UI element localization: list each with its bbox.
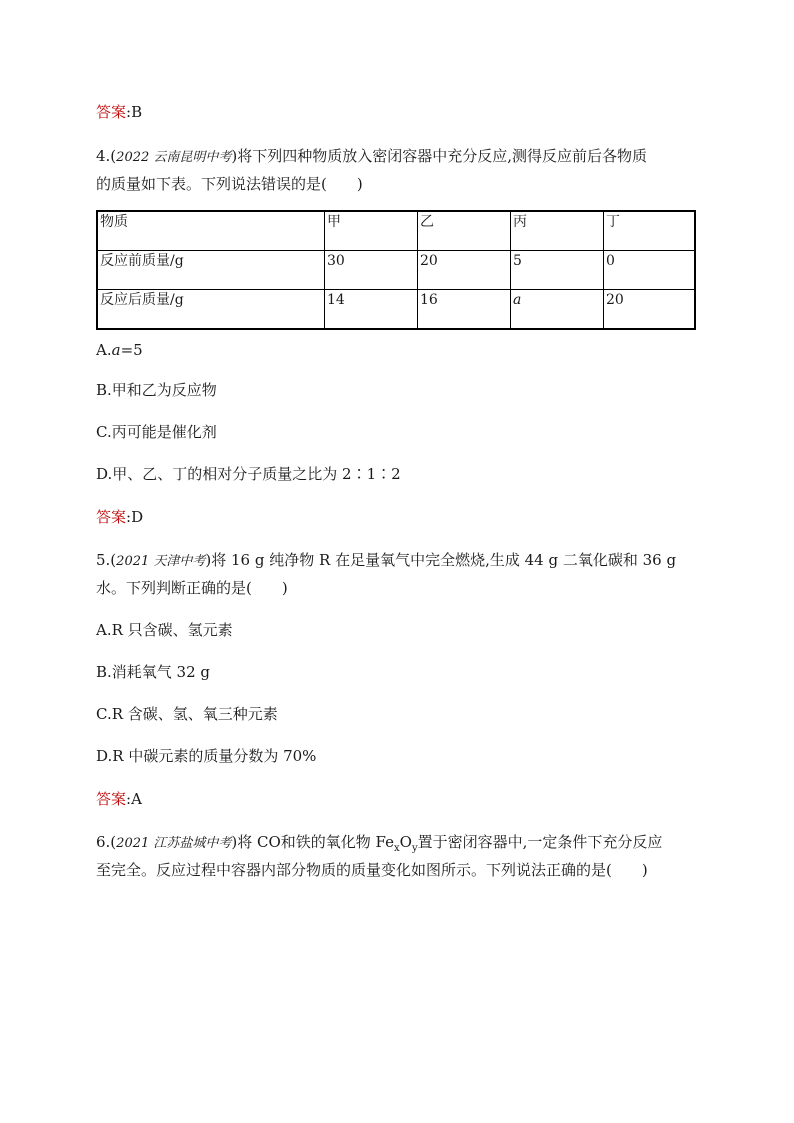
question-source: 2021 江苏盐城中考 bbox=[116, 836, 232, 851]
q5-option-c: C.R 含碳、氢、氧三种元素 bbox=[96, 705, 278, 723]
table-cell: 甲 bbox=[325, 211, 418, 251]
table-cell: 20 bbox=[604, 290, 696, 330]
table-cell: 20 bbox=[418, 251, 511, 290]
answer-label: 答案 bbox=[96, 103, 127, 121]
option-text: =5 bbox=[120, 341, 143, 359]
table-cell: 16 bbox=[418, 290, 511, 330]
answer-label: 答案 bbox=[96, 508, 127, 526]
table-cell: 丙 bbox=[511, 211, 604, 251]
q6-stem-line1 bbox=[96, 832, 662, 859]
q4-option-b: B.甲和乙为反应物 bbox=[96, 381, 217, 399]
q5-stem-line1 bbox=[96, 550, 676, 572]
answer-label: 答案 bbox=[96, 790, 127, 808]
mass-table bbox=[96, 210, 696, 330]
table-cell: 乙 bbox=[418, 211, 511, 251]
option-variable: a bbox=[111, 341, 121, 359]
q4-option-a bbox=[96, 340, 143, 360]
q3-answer bbox=[96, 102, 142, 122]
stem-text: )将 16 g 纯净物 R 在足量氧气中完全燃烧,生成 44 g 二氧化碳和 36 g bbox=[205, 551, 677, 569]
q4-stem-line1 bbox=[96, 146, 647, 168]
subscript-y: y bbox=[411, 843, 418, 854]
table-row bbox=[97, 290, 695, 330]
q5-stem-line2: 水。下列判断正确的是( ) bbox=[96, 579, 288, 597]
table-cell: a bbox=[511, 290, 604, 330]
question-number: 5.( bbox=[96, 551, 117, 569]
q4-answer bbox=[96, 507, 143, 527]
question-number: 6.( bbox=[96, 833, 117, 851]
table-cell: 5 bbox=[511, 251, 604, 290]
table-header-row bbox=[97, 211, 695, 251]
table-cell: 物质 bbox=[97, 211, 325, 251]
stem-text: )将 CO和铁的氧化物 Fe bbox=[231, 833, 395, 851]
q6-stem-line2: 至完全。反应过程中容器内部分物质的质量变化如图所示。下列说法正确的是( ) bbox=[96, 861, 648, 879]
q5-option-b: B.消耗氧气 32 g bbox=[96, 663, 211, 681]
subscript-x: x bbox=[394, 843, 400, 854]
question-source: 2021 天津中考 bbox=[116, 554, 206, 569]
stem-text: 置于密闭容器中,一定条件下充分反应 bbox=[417, 833, 663, 851]
answer-value: :A bbox=[126, 790, 142, 808]
table-cell: 14 bbox=[325, 290, 418, 330]
question-source: 2022 云南昆明中考 bbox=[116, 150, 232, 165]
table-cell: 丁 bbox=[604, 211, 696, 251]
q5-option-a: A.R 只含碳、氢元素 bbox=[96, 621, 233, 639]
table-cell: 0 bbox=[604, 251, 696, 290]
option-prefix: A. bbox=[96, 341, 112, 359]
stem-text: O bbox=[399, 833, 412, 851]
answer-value: :D bbox=[126, 508, 144, 526]
table-row bbox=[97, 251, 695, 290]
answer-value: :B bbox=[126, 103, 143, 121]
table-cell: 反应后质量/g bbox=[97, 290, 325, 330]
q5-option-d: D.R 中碳元素的质量分数为 70% bbox=[96, 747, 317, 765]
table-cell: 30 bbox=[325, 251, 418, 290]
q4-option-d: D.甲、乙、丁的相对分子质量之比为 2∶1∶2 bbox=[96, 465, 401, 483]
stem-text: )将下列四种物质放入密闭容器中充分反应,测得反应前后各物质 bbox=[231, 147, 648, 165]
q4-stem-line2: 的质量如下表。下列说法错误的是( ) bbox=[96, 175, 363, 193]
question-number: 4.( bbox=[96, 147, 117, 165]
q5-answer bbox=[96, 789, 142, 809]
table-cell: 反应前质量/g bbox=[97, 251, 325, 290]
q4-option-c: C.丙可能是催化剂 bbox=[96, 423, 217, 441]
